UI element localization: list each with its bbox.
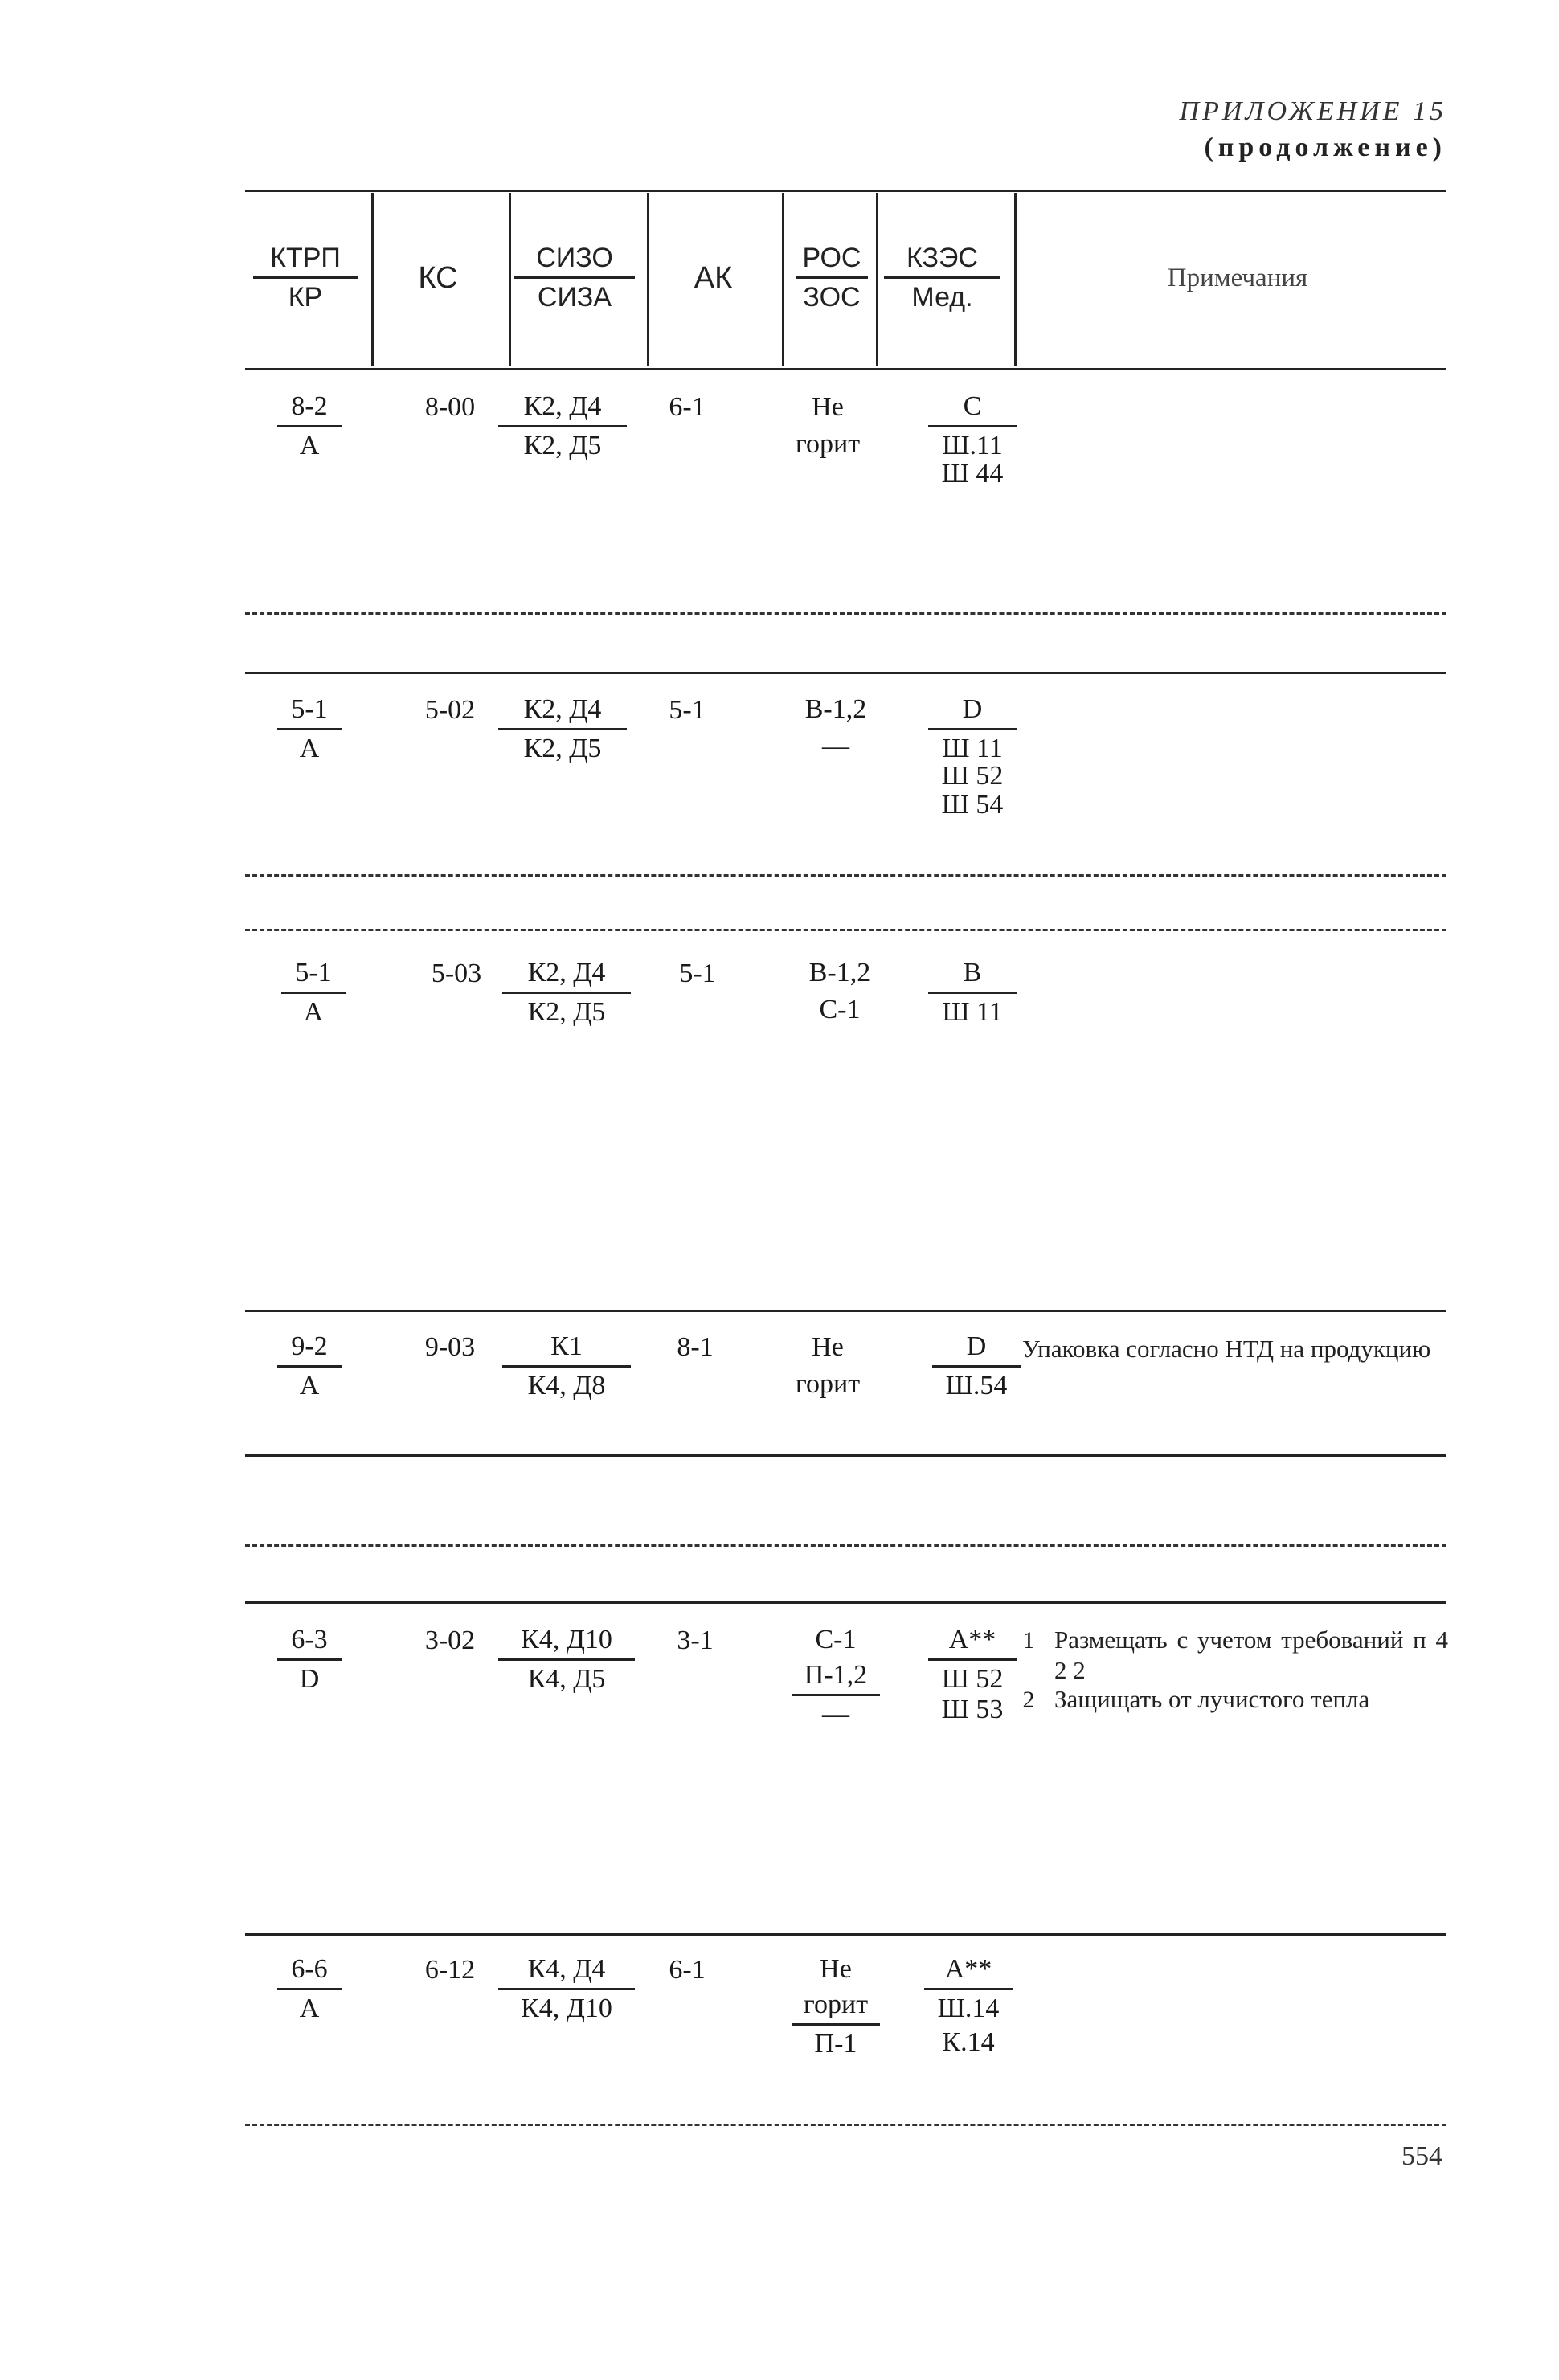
row1-sizo-siza: К2, Д4 К2, Д5 (498, 390, 627, 463)
row6-ak: 6-1 (669, 1955, 706, 1985)
row-separator (245, 929, 1446, 931)
row5-note-number-2: 2 (1022, 1687, 1035, 1713)
row2-kzes: D Ш 11 (928, 693, 1017, 766)
table-bottom-rule (245, 2124, 1446, 2126)
row5-ak: 3-1 (677, 1626, 714, 1655)
row5-note-1: Размещать с учетом требований п 4 2 2 (1054, 1626, 1448, 1684)
row5-note-number-1: 1 (1022, 1627, 1035, 1654)
row-separator (245, 612, 1446, 615)
col-divider (876, 193, 878, 366)
row3-ros: В-1,2 С-1 (808, 958, 871, 1024)
row1-ktrp-kr: 8-2 А (277, 390, 342, 463)
col-header-notes: Примечания (1167, 264, 1308, 292)
row-separator (245, 1933, 1446, 1936)
row-separator (245, 874, 1446, 877)
row6-ros: Не горит П-1 (792, 1953, 880, 2061)
row5-sizo-siza: К4, Д10 К4, Д5 (498, 1623, 635, 1696)
row-separator (245, 1601, 1446, 1604)
row-separator (245, 1310, 1446, 1312)
col-divider (371, 193, 374, 366)
col-divider (509, 193, 511, 366)
row1-ros-1: Не (812, 392, 844, 422)
col-header-ktrp: КТРП КР (253, 241, 358, 314)
row3-ktrp-kr: 5-1 А (281, 956, 346, 1029)
row2-ros: В-1,2 — (804, 694, 867, 761)
row3-kzes: В Ш 11 (928, 956, 1017, 1029)
row4-ak: 8-1 (677, 1332, 714, 1362)
appendix-subtitle: (продолжение) (1204, 133, 1446, 162)
row2-kzes-extra-1: Ш 52 (941, 761, 1004, 791)
row2-ktrp-kr: 5-1 А (277, 693, 342, 766)
table-top-rule (245, 190, 1446, 192)
row3-sizo-siza: К2, Д4 К2, Д5 (502, 956, 631, 1029)
row6-kzes-extra: К.14 (942, 2027, 995, 2057)
row5-note-2: Защищать от лучистого тепла (1054, 1685, 1370, 1713)
col-header-ks: КС (418, 261, 458, 295)
row1-ros-2: горит (795, 429, 861, 459)
col-header-ak: АК (694, 261, 733, 295)
row4-ks: 9-03 (424, 1332, 476, 1362)
appendix-title: ПРИЛОЖЕНИЕ 15 (1179, 96, 1446, 126)
row2-kzes-extra-2: Ш 54 (941, 790, 1004, 820)
row-separator (245, 1544, 1446, 1547)
row3-ks: 5-03 (431, 959, 482, 988)
row5-ros: С-1 П-1,2 — (792, 1623, 880, 1732)
row5-ktrp-kr: $\frac{6-3}{D}$ (277, 1623, 342, 1696)
row1-ak: 6-1 (669, 392, 706, 422)
row2-sizo-siza: К2, Д4 К2, Д5 (498, 693, 627, 766)
col-header-ros: РОС ЗОС (796, 241, 868, 314)
row1-kzes: С Ш.11 (928, 390, 1017, 463)
row-separator (245, 1454, 1446, 1457)
row5-kzes-extra: Ш 53 (941, 1695, 1004, 1724)
col-header-sizo: СИЗО СИЗА (514, 241, 635, 314)
row4-ros-2: горит (795, 1369, 861, 1399)
row3-ak: 5-1 (679, 959, 716, 988)
row6-ks: 6-12 (424, 1955, 476, 1985)
row-separator (245, 672, 1446, 674)
row5-ks: 3-02 (424, 1626, 476, 1655)
header-bottom-rule (245, 368, 1446, 370)
row4-sizo-siza: К1 К4, Д8 (502, 1330, 631, 1403)
row6-kzes: А** Ш.14 (924, 1953, 1013, 2026)
row2-ks: 5-02 (424, 695, 476, 725)
row6-sizo-siza: К4, Д4 К4, Д10 (498, 1953, 635, 2026)
col-divider (647, 193, 649, 366)
col-divider (1014, 193, 1017, 366)
col-divider (782, 193, 784, 366)
row1-kzes-extra: Ш 44 (941, 459, 1004, 489)
row6-ktrp-kr: 6-6 А (277, 1953, 342, 2026)
row4-ros-1: Не (812, 1332, 844, 1362)
row4-ktrp-kr: 9-2 А (277, 1330, 342, 1403)
row2-ak: 5-1 (669, 695, 706, 725)
row4-note: Упаковка согласно НТД на продукцию (1022, 1335, 1431, 1363)
row1-ks: 8-00 (424, 392, 476, 422)
page-number: 554 (1401, 2141, 1442, 2171)
row5-kzes: А** Ш 52 (928, 1623, 1017, 1696)
row4-kzes: D Ш.54 (932, 1330, 1021, 1403)
col-header-kzes: КЗЭС Мед. (884, 241, 1000, 314)
